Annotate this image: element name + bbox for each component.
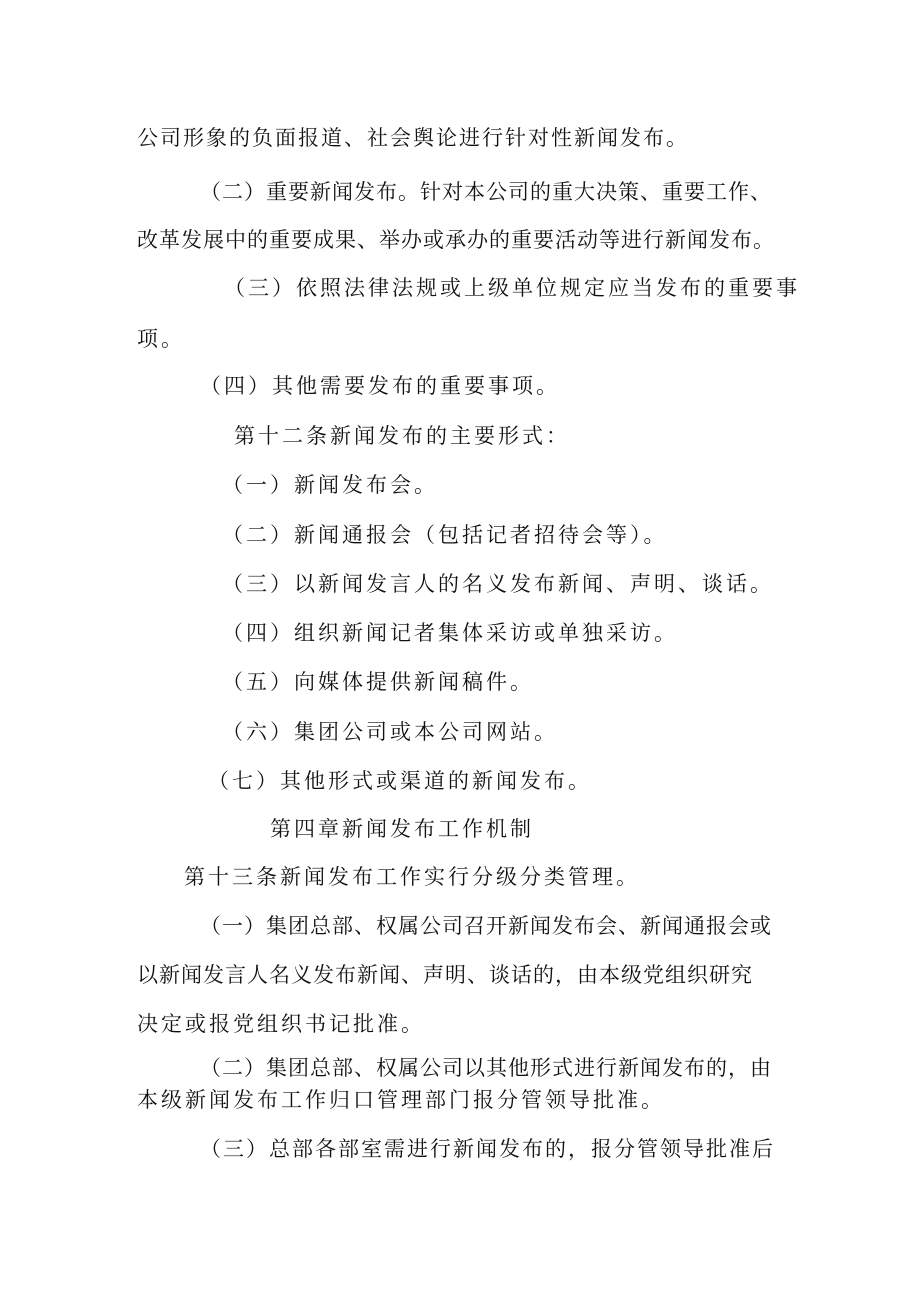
text-line-12: （五）向媒体提供新闻稿件。: [222, 670, 534, 694]
text-line-11: （四）组织新闻记者集体采访或单独采访。: [222, 621, 678, 645]
text-line-13: （六）集团公司或本公司网站。: [222, 720, 558, 744]
text-line-22: （三）总部各部室需进行新闻发布的，报分管领导批准后: [200, 1137, 775, 1161]
text-line-1: 公司形象的负面报道、社会舆论进行针对性新闻发布。: [137, 126, 689, 150]
text-line-2: （二）重要新闻发布。针对本公司的重大决策、重要工作、: [200, 180, 772, 204]
text-line-3: 改革发展中的重要成果、举办或承办的重要活动等进行新闻发布。: [137, 228, 775, 252]
text-line-8: （一）新闻发布会。: [222, 473, 438, 497]
text-line-18: 以新闻发言人名义发布新闻、声明、谈话的，由本级党组织研究: [137, 963, 753, 987]
text-line-20: （二）集团总部、权属公司以其他形式进行新闻发布的，由: [200, 1056, 772, 1080]
text-line-4: （三）依照法律法规或上级单位规定应当发布的重要事: [224, 276, 800, 300]
text-line-9: （二）新闻通报会（包括记者招待会等）。: [222, 523, 668, 547]
text-line-10: （三）以新闻发言人的名义发布新闻、声明、谈话。: [222, 572, 774, 596]
text-line-17: （一）集团总部、权属公司召开新闻发布会、新闻通报会或: [200, 914, 772, 938]
text-line-14: （七）其他形式或渠道的新闻发布。: [208, 769, 592, 793]
text-line-21: 本级新闻发布工作归口管理部门报分管领导批准。: [137, 1088, 665, 1112]
text-line-19: 决定或报党组织书记批准。: [137, 1012, 425, 1036]
section-heading: 第四章新闻发布工作机制: [270, 817, 534, 841]
text-line-7: 第十二条新闻发布的主要形式：: [234, 424, 570, 448]
text-line-6: （四）其他需要发布的重要事项。: [200, 374, 560, 398]
text-line-5: 项。: [137, 327, 185, 351]
text-line-16: 第十三条新闻发布工作实行分级分类管理。: [184, 865, 640, 889]
